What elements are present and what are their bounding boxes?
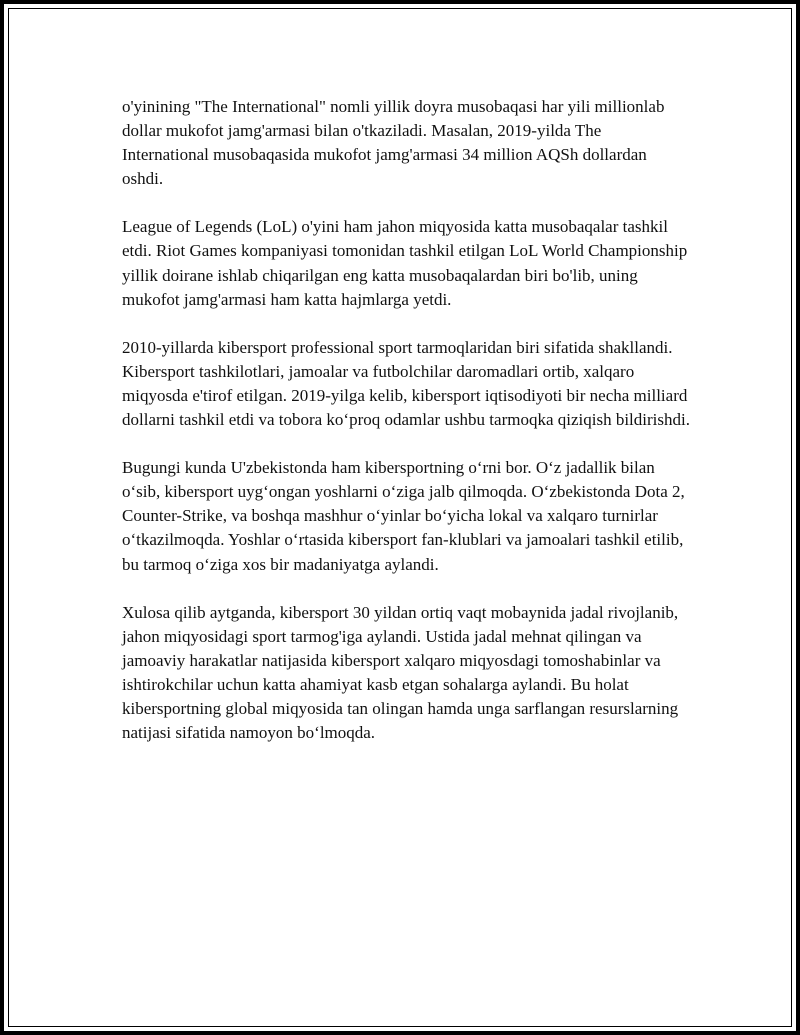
document-body [122,95,692,769]
paragraph-3: 2010-yillarda kibersport professional sport tarmoqlaridan biri sifatida shakllandi. Kibersport tashkilotlari, jamoalar va futbolchilar daromadlari ortib, xalqaro miqyosda e'tirof etilgan. 2019-yilga kelib, kibersport iqtisodiyoti bir necha milliard dollarni tashkil etdi va tobora ko‘proq odamlar ushbu tarmoqka qiziqish bildirishdi. [122,337,690,430]
paragraph-4: Bugungi kunda U'zbekistonda ham kibersportning o‘rni bor. O‘z jadallik bilan o‘sib, kibersport uyg‘ongan yoshlarni o‘ziga jalb qilmoqda. O‘zbekistonda Dota 2, Counter-Strike, va boshqa mashhur o‘yinlar bo‘yicha lokal va xalqaro turnirlar o‘tkazilmoqda. Yoshlar o‘rtasida kibersport fan-klublari va jamoalari tashkil etilib, bu tarmoq o‘ziga xos bir madaniyatga aylandi. [122,458,685,574]
paragraph-2: League of Legends (LoL) o'yini ham jahon miqyosida katta musobaqalar tashkil etdi. Riot Games kompaniyasi tomonidan tashkil etilgan LoL World Championship yillik doirane ishlab chiqarilgan eng katta musobaqalardan biri bo'lib, uning mukofot jamg'armasi ham katta hajmlarga yetdi. [122,217,688,309]
paragraph-5: Xulosa qilib aytganda, kibersport 30 yildan ortiq vaqt mobaynida jadal rivojlanib, jahon miqyosidagi sport tarmog'iga aylandi. Ustida jadal mehnat qilingan va jamoaviy harakatlar natijasida kibersport xalqaro miqyosdagi tomoshabinlar va ishtirokchilar uchun katta ahamiyat kasb etgan sohalarga aylandi. Bu holat kibersportning global miqyosida tan olingan hamda unga sarflangan resurslarning natijasi sifatida namoyon bo‘lmoqda. [122,602,679,743]
paragraph-1: o'yinining "The International" nomli yillik doyra musobaqasi har yili millionlab dollar mukofot jamg'armasi bilan o'tkaziladi. Masalan, 2019-yilda The International musobaqasida mukofot jamg'armasi 34 million AQSh dollardan oshdi. [122,97,665,189]
